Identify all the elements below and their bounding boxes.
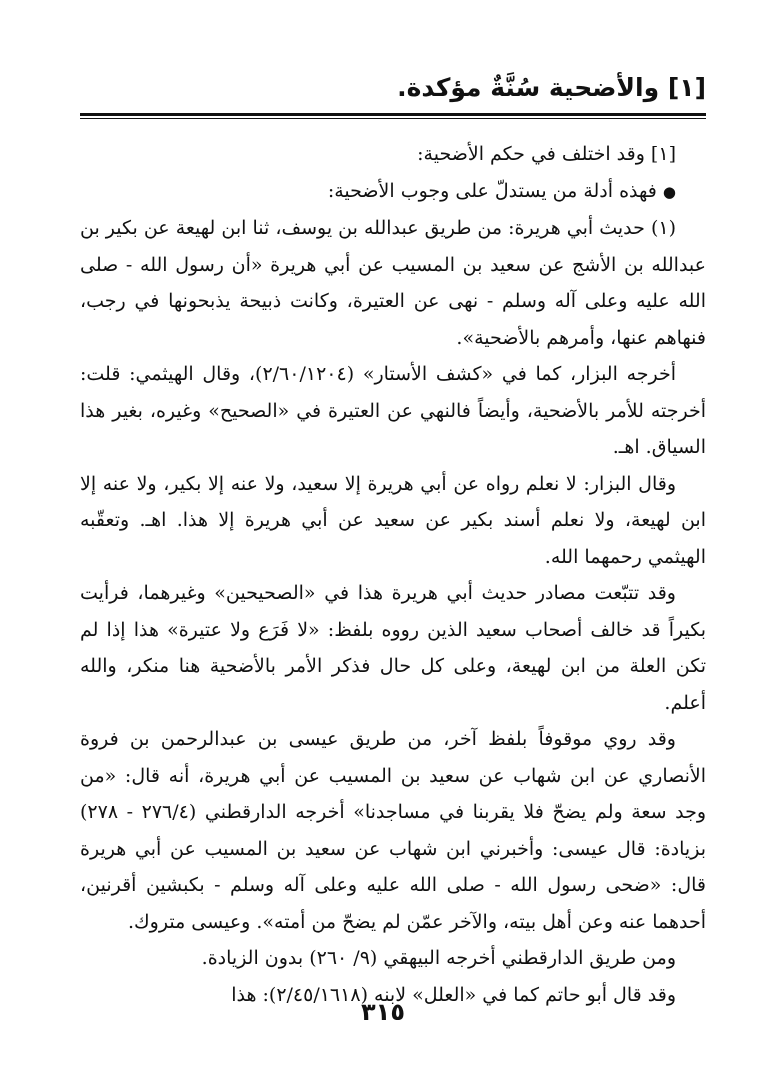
paragraph-hadith: (١) حديث أبي هريرة: من طريق عبدالله بن يوسف، ثنا ابن لهيعة عن بكير بن عبدالله بن الأشج عن سعيد بن المسيب عن أبي هريرة «أن رسول الله - صلى الله عليه وعلى آله وسلم - نهى عن العتيرة، وكانت ذبيحة يذبحونها في رجب، فنهاهم عنها، وأمرهم بالأضحية». <box>80 217 706 349</box>
header-rule-thick <box>80 113 706 116</box>
bullet-icon: ● <box>662 182 676 201</box>
paragraph-abu-hatim: وقد قال أبو حاتم كما في «العلل» لابنه (٢/٤٥/١٦١٨): هذا <box>231 983 676 1006</box>
page-number: ٣١٥ <box>361 998 405 1026</box>
paragraph-mawquf: وقد روي موقوفاً بلفظ آخر، من طريق عيسى بن عبدالرحمن بن فروة الأنصاري عن ابن شهاب عن سعيد بن المسيب عن أبي هريرة، أنه قال: «من وجد سعة ولم يضحّ فلا يقربنا في مساجدنا» أخرجه الدارقطني (٢٧٦/٤ - ٢٧٨) بزيادة: قال عيسى: وأخبرني ابن شهاب عن سعيد بن المسيب عن أبي هريرة قال: «ضحى رسول الله - صلى الله عليه وعلى آله وسلم - بكبشين أقرنين، أحدهما عنه وعن أهل بيته، والآخر عمّن لم يضحّ من أمته». وعيسى متروك. <box>80 728 706 933</box>
header-rule-thin <box>80 118 706 119</box>
paragraph-takhrij: أخرجه البزار، كما في «كشف الأستار» (٢/٦٠/١٢٠٤)، وقال الهيثمي: قلت: أخرجته للأمر بالأضحية، وأيضاً فالنهي عن العتيرة في «الصحيح» وغيره، بغير هذا السياق. اهـ. <box>80 363 706 458</box>
paragraph-bullet <box>80 173 706 211</box>
page-header <box>80 68 706 108</box>
body-text <box>80 136 706 1013</box>
bullet-text: فهذه أدلة من يستدلّ على وجوب الأضحية: <box>327 179 657 202</box>
header-title: [١] والأضحية سُنَّةٌ مؤكدة. <box>397 73 706 102</box>
paragraph-sources: وقد تتبّعت مصادر حديث أبي هريرة هذا في «الصحيحين» وغيرهما، فرأيت بكيراً قد خالف أصحاب سعيد الذين رووه بلفظ: «لا فَرَع ولا عتيرة» هذا إذا لم تكن العلة من ابن لهيعة، وعلى كل حال فذكر الأمر بالأضحية هنا منكر، والله أعلم. <box>80 582 706 714</box>
paragraph-bayhaqi: ومن طريق الدارقطني أخرجه البيهقي (٩/ ٢٦٠) بدون الزيادة. <box>201 947 676 969</box>
paragraph-bazzar: وقال البزار: لا نعلم رواه عن أبي هريرة إلا سعيد، ولا عنه إلا بكير، ولا عنه إلا ابن لهيعة، ولا نعلم أسند بكير عن سعيد عن أبي هريرة إلا هذا. اهـ. وتعقّبه الهيثمي رحمهما الله. <box>80 472 706 568</box>
paragraph-intro: [١] وقد اختلف في حكم الأضحية: <box>417 143 676 165</box>
